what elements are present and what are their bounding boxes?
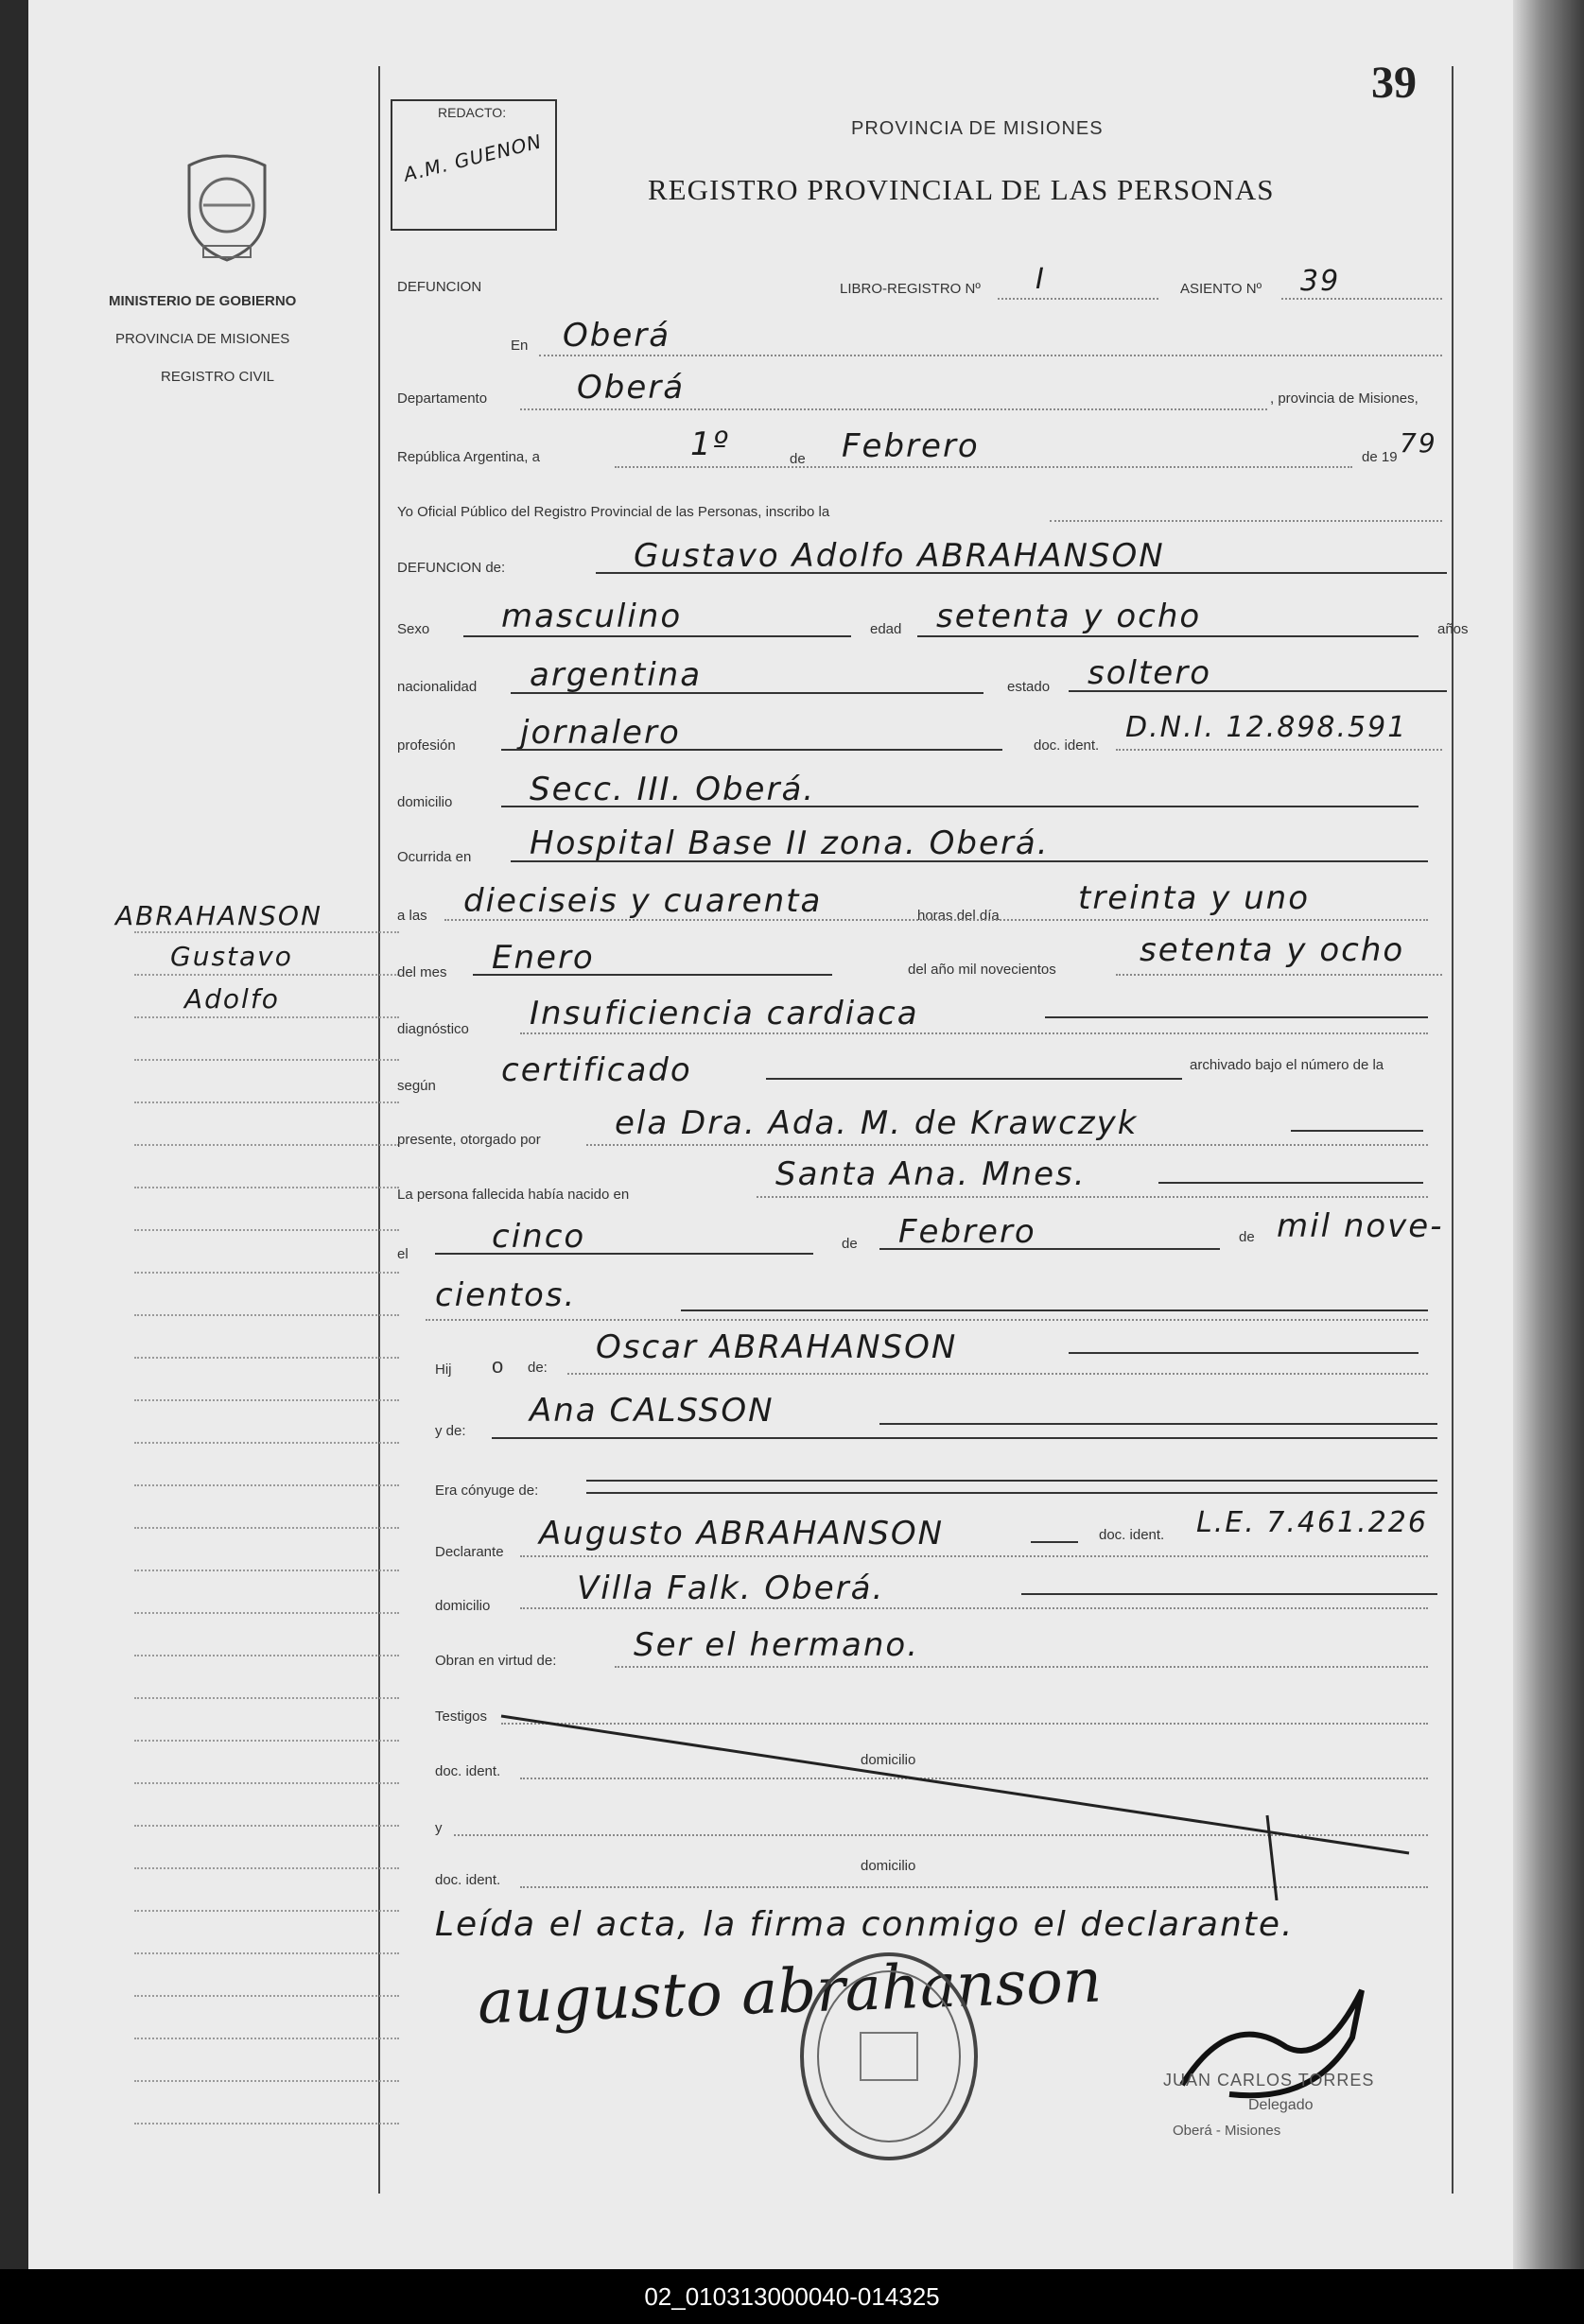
el-value: cinco (492, 1218, 586, 1256)
margin-line (134, 1655, 399, 1656)
presente-label: presente, otorgado por (397, 1132, 541, 1148)
obran-value: Ser el hermano. (634, 1626, 920, 1664)
margin-line (134, 1910, 399, 1912)
official-name: JUAN CARLOS TORRES (1163, 2071, 1375, 2090)
redacto-value: A.M. GUENON (401, 130, 545, 186)
doc-ident-label: doc. ident. (1034, 737, 1100, 754)
nacionalidad-label: nacionalidad (397, 679, 478, 695)
del-anio-line (1116, 974, 1442, 976)
obran-line (615, 1666, 1428, 1668)
declarante-label: Declarante (435, 1544, 504, 1560)
sexo-rule (463, 635, 851, 637)
del-mes-label: del mes (397, 964, 447, 980)
fecha-line (615, 466, 1352, 468)
conyuge-rule (586, 1480, 1437, 1482)
en-line (539, 355, 1442, 356)
hijo-label: Hij (435, 1361, 452, 1378)
horas-line (444, 919, 1428, 921)
margin-line (134, 1867, 399, 1869)
madre-value: Ana CALSSON (530, 1392, 775, 1430)
estado-label: estado (1007, 679, 1051, 695)
right-border (1452, 66, 1453, 2194)
margin-note-name2: Adolfo (184, 983, 280, 1015)
registro-civil-label: REGISTRO CIVIL (161, 369, 275, 385)
sexo-label: Sexo (397, 621, 430, 637)
el-anio-value: mil nove- (1277, 1207, 1444, 1245)
margin-line (134, 1357, 399, 1359)
anio-value: 79 (1400, 427, 1437, 459)
libro-value: I (1036, 263, 1046, 296)
del-anio-value: setenta y ocho (1140, 931, 1405, 969)
presente-rule (1291, 1130, 1423, 1132)
del-mes-value: Enero (492, 939, 595, 977)
domicilio-label: domicilio (397, 794, 453, 810)
nacido-label: La persona fallecida había nacido en (397, 1187, 630, 1203)
margin-line (134, 1952, 399, 1954)
margin-line (134, 1442, 399, 1444)
libro-label: LIBRO-REGISTRO Nº (840, 281, 981, 297)
declarante-line (520, 1555, 1428, 1557)
declarante-doc-value: L.E. 7.461.226 (1196, 1506, 1428, 1539)
edad-rule (917, 635, 1419, 637)
segun-value: certificado (501, 1051, 692, 1089)
profesion-value: jornalero (520, 714, 681, 752)
footer-id: 02_010313000040-014325 (0, 2269, 1584, 2324)
nacido-line (757, 1196, 1428, 1198)
official-seal (794, 1948, 983, 2165)
defuncion-de-label: DEFUNCION de: (397, 560, 506, 576)
margin-line (134, 1697, 399, 1699)
official-place: Oberá - Misiones (1173, 2123, 1281, 2139)
el-label: el (397, 1246, 409, 1262)
en-value: Oberá (563, 317, 671, 355)
del-anio-label: del año mil novecientos (908, 962, 1056, 978)
horas-label: horas del día (917, 908, 1000, 924)
margin-line (134, 1527, 399, 1529)
diagnostico-value: Insuficiencia cardiaca (530, 995, 919, 1032)
declarante-dom-rule (1021, 1593, 1437, 1595)
book-spine (1513, 0, 1584, 2269)
nacido-rule (1158, 1182, 1423, 1184)
domicilio-value: Secc. III. Oberá. (530, 771, 816, 808)
margin-line (134, 1995, 399, 1997)
departamento-value: Oberá (577, 369, 686, 407)
mes-value: Febrero (842, 427, 980, 465)
madre-rule (492, 1437, 1437, 1439)
margin-line (134, 1314, 399, 1316)
estado-value: soltero (1088, 654, 1211, 692)
domicilio-rule (501, 806, 1419, 807)
conyuge-label: Era cónyuge de: (435, 1483, 539, 1499)
yo-oficial-line (1050, 520, 1442, 522)
ministerio-label: MINISTERIO DE GOBIERNO (109, 293, 297, 309)
declarante-dom-value: Villa Falk. Oberá. (577, 1570, 885, 1607)
province-header: PROVINCIA DE MISIONES (851, 118, 1104, 139)
margin-line (134, 1187, 399, 1188)
diagnostico-rule (1045, 1016, 1428, 1018)
presente-value: ela Dra. Ada. M. de Krawczyk (615, 1104, 1139, 1142)
conyuge-rule2 (586, 1492, 1437, 1494)
margin-line (134, 1144, 399, 1146)
redacto-stamp (391, 99, 557, 231)
edad-value: setenta y ocho (936, 598, 1202, 635)
edad-label: edad (870, 621, 902, 637)
margin-line (134, 2080, 399, 2082)
asiento-line (1281, 298, 1442, 300)
de-label: de (790, 451, 806, 467)
diagnostico-line (520, 1032, 1428, 1034)
departamento-line (520, 408, 1267, 410)
doc-ident-value: D.N.I. 12.898.591 (1125, 711, 1408, 744)
margin-divider (378, 66, 380, 2194)
margin-line (134, 1825, 399, 1827)
margin-line (134, 1059, 399, 1061)
redacto-label: REDACTO: (438, 105, 507, 120)
coat-of-arms-emblem (175, 147, 279, 265)
testigo2-doc-label: doc. ident. (435, 1872, 501, 1888)
a-las-value: dieciseis y cuarenta (463, 882, 823, 920)
margin-line (134, 974, 399, 976)
el-anio-cont: cientos. (435, 1276, 577, 1314)
margin-line (134, 1229, 399, 1231)
declarant-signature: augusto abrahanson (476, 1946, 1104, 2038)
declarante-value: Augusto ABRAHANSON (539, 1515, 945, 1552)
dia-value: 1º (690, 425, 730, 463)
page-number: 39 (1371, 58, 1417, 108)
del-mes-rule (473, 974, 832, 976)
defuncion-de-value: Gustavo Adolfo ABRAHANSON (634, 537, 1165, 575)
margin-note-name1: Gustavo (170, 941, 293, 972)
margin-line (134, 2123, 399, 2125)
margin-line (134, 1101, 399, 1103)
profesion-rule (501, 749, 1002, 751)
presente-line (586, 1144, 1428, 1146)
estado-rule (1069, 690, 1447, 692)
declarante-doc-label: doc. ident. (1099, 1527, 1165, 1543)
testigos-label: Testigos (435, 1708, 488, 1725)
sexo-value: masculino (501, 598, 683, 635)
asiento-value: 39 (1300, 265, 1341, 298)
hijo-o: o (492, 1354, 504, 1378)
margin-line (134, 1782, 399, 1784)
nacido-value: Santa Ana. Mnes. (775, 1155, 1087, 1193)
segun-label: según (397, 1078, 436, 1094)
margin-line (134, 931, 399, 933)
en-label: En (511, 338, 529, 354)
cancellation-line (492, 1711, 1437, 1900)
margin-note-surname: ABRAHANSON (115, 900, 322, 931)
hijo-de-label: de: (528, 1360, 548, 1376)
el-mes-rule (879, 1248, 1220, 1250)
asiento-label: ASIENTO Nº (1180, 281, 1262, 297)
archivado-label: archivado bajo el número de la (1190, 1057, 1384, 1073)
nacionalidad-rule (511, 692, 983, 694)
official-role: Delegado (1248, 2097, 1314, 2113)
testigo1-doc-label: doc. ident. (435, 1763, 501, 1779)
margin-line (134, 1016, 399, 1018)
ocurrida-label: Ocurrida en (397, 849, 472, 865)
margin-line (134, 1399, 399, 1401)
testigo-y-label: y (435, 1820, 443, 1836)
el-mes-value: Febrero (898, 1213, 1036, 1251)
testigo1-dom-label: domicilio (861, 1752, 916, 1768)
padre-rule (1069, 1352, 1419, 1354)
margin-line (134, 1570, 399, 1571)
madre-rule2 (879, 1423, 1437, 1425)
declarante-dom-label: domicilio (435, 1598, 491, 1614)
anio-label: de 19 (1362, 449, 1398, 465)
provincia-suffix: , provincia de Misiones, (1270, 390, 1419, 407)
margin-line (134, 1740, 399, 1742)
margin-line (134, 2038, 399, 2039)
closing-sentence: Leída el acta, la firma conmigo el declarante. (435, 1905, 1295, 1944)
defuncion-header-label: DEFUNCION (397, 279, 482, 295)
profesion-label: profesión (397, 737, 456, 754)
cientos-line (426, 1319, 1428, 1321)
provincia-label: PROVINCIA DE MISIONES (115, 331, 290, 347)
margin-line (134, 1612, 399, 1614)
declarante-dom-line (520, 1607, 1428, 1609)
official-signature (1173, 1971, 1390, 2113)
margin-line (134, 1484, 399, 1486)
a-las-label: a las (397, 908, 427, 924)
horas-value: treinta y uno (1078, 879, 1311, 917)
doc-ident-line (1116, 749, 1442, 751)
ocurrida-value: Hospital Base II zona. Oberá. (530, 824, 1050, 862)
ocurrida-rule (511, 860, 1428, 862)
padre-line (567, 1373, 1428, 1375)
segun-rule (766, 1078, 1182, 1080)
libro-line (998, 298, 1158, 300)
obran-label: Obran en virtud de: (435, 1653, 557, 1669)
cientos-rule (681, 1309, 1428, 1311)
document-page (28, 0, 1547, 2269)
el-de2-label: de (1239, 1229, 1255, 1245)
testigo2-dom-label: domicilio (861, 1858, 916, 1874)
padre-value: Oscar ABRAHANSON (596, 1328, 958, 1366)
declarante-rule (1031, 1541, 1078, 1543)
departamento-label: Departamento (397, 390, 488, 407)
yo-oficial-text: Yo Oficial Público del Registro Provincial de las Personas, inscribo la (397, 504, 830, 520)
el-de-label: de (842, 1236, 858, 1252)
y-de-label: y de: (435, 1423, 466, 1439)
diagnostico-label: diagnóstico (397, 1021, 469, 1037)
el-rule (435, 1253, 813, 1255)
anos-label: años (1437, 621, 1469, 637)
margin-line (134, 1272, 399, 1274)
defuncion-de-rule (596, 572, 1447, 574)
republica-label: República Argentina, a (397, 449, 540, 465)
nacionalidad-value: argentina (530, 656, 703, 694)
registry-title: REGISTRO PROVINCIAL DE LAS PERSONAS (648, 173, 1275, 206)
